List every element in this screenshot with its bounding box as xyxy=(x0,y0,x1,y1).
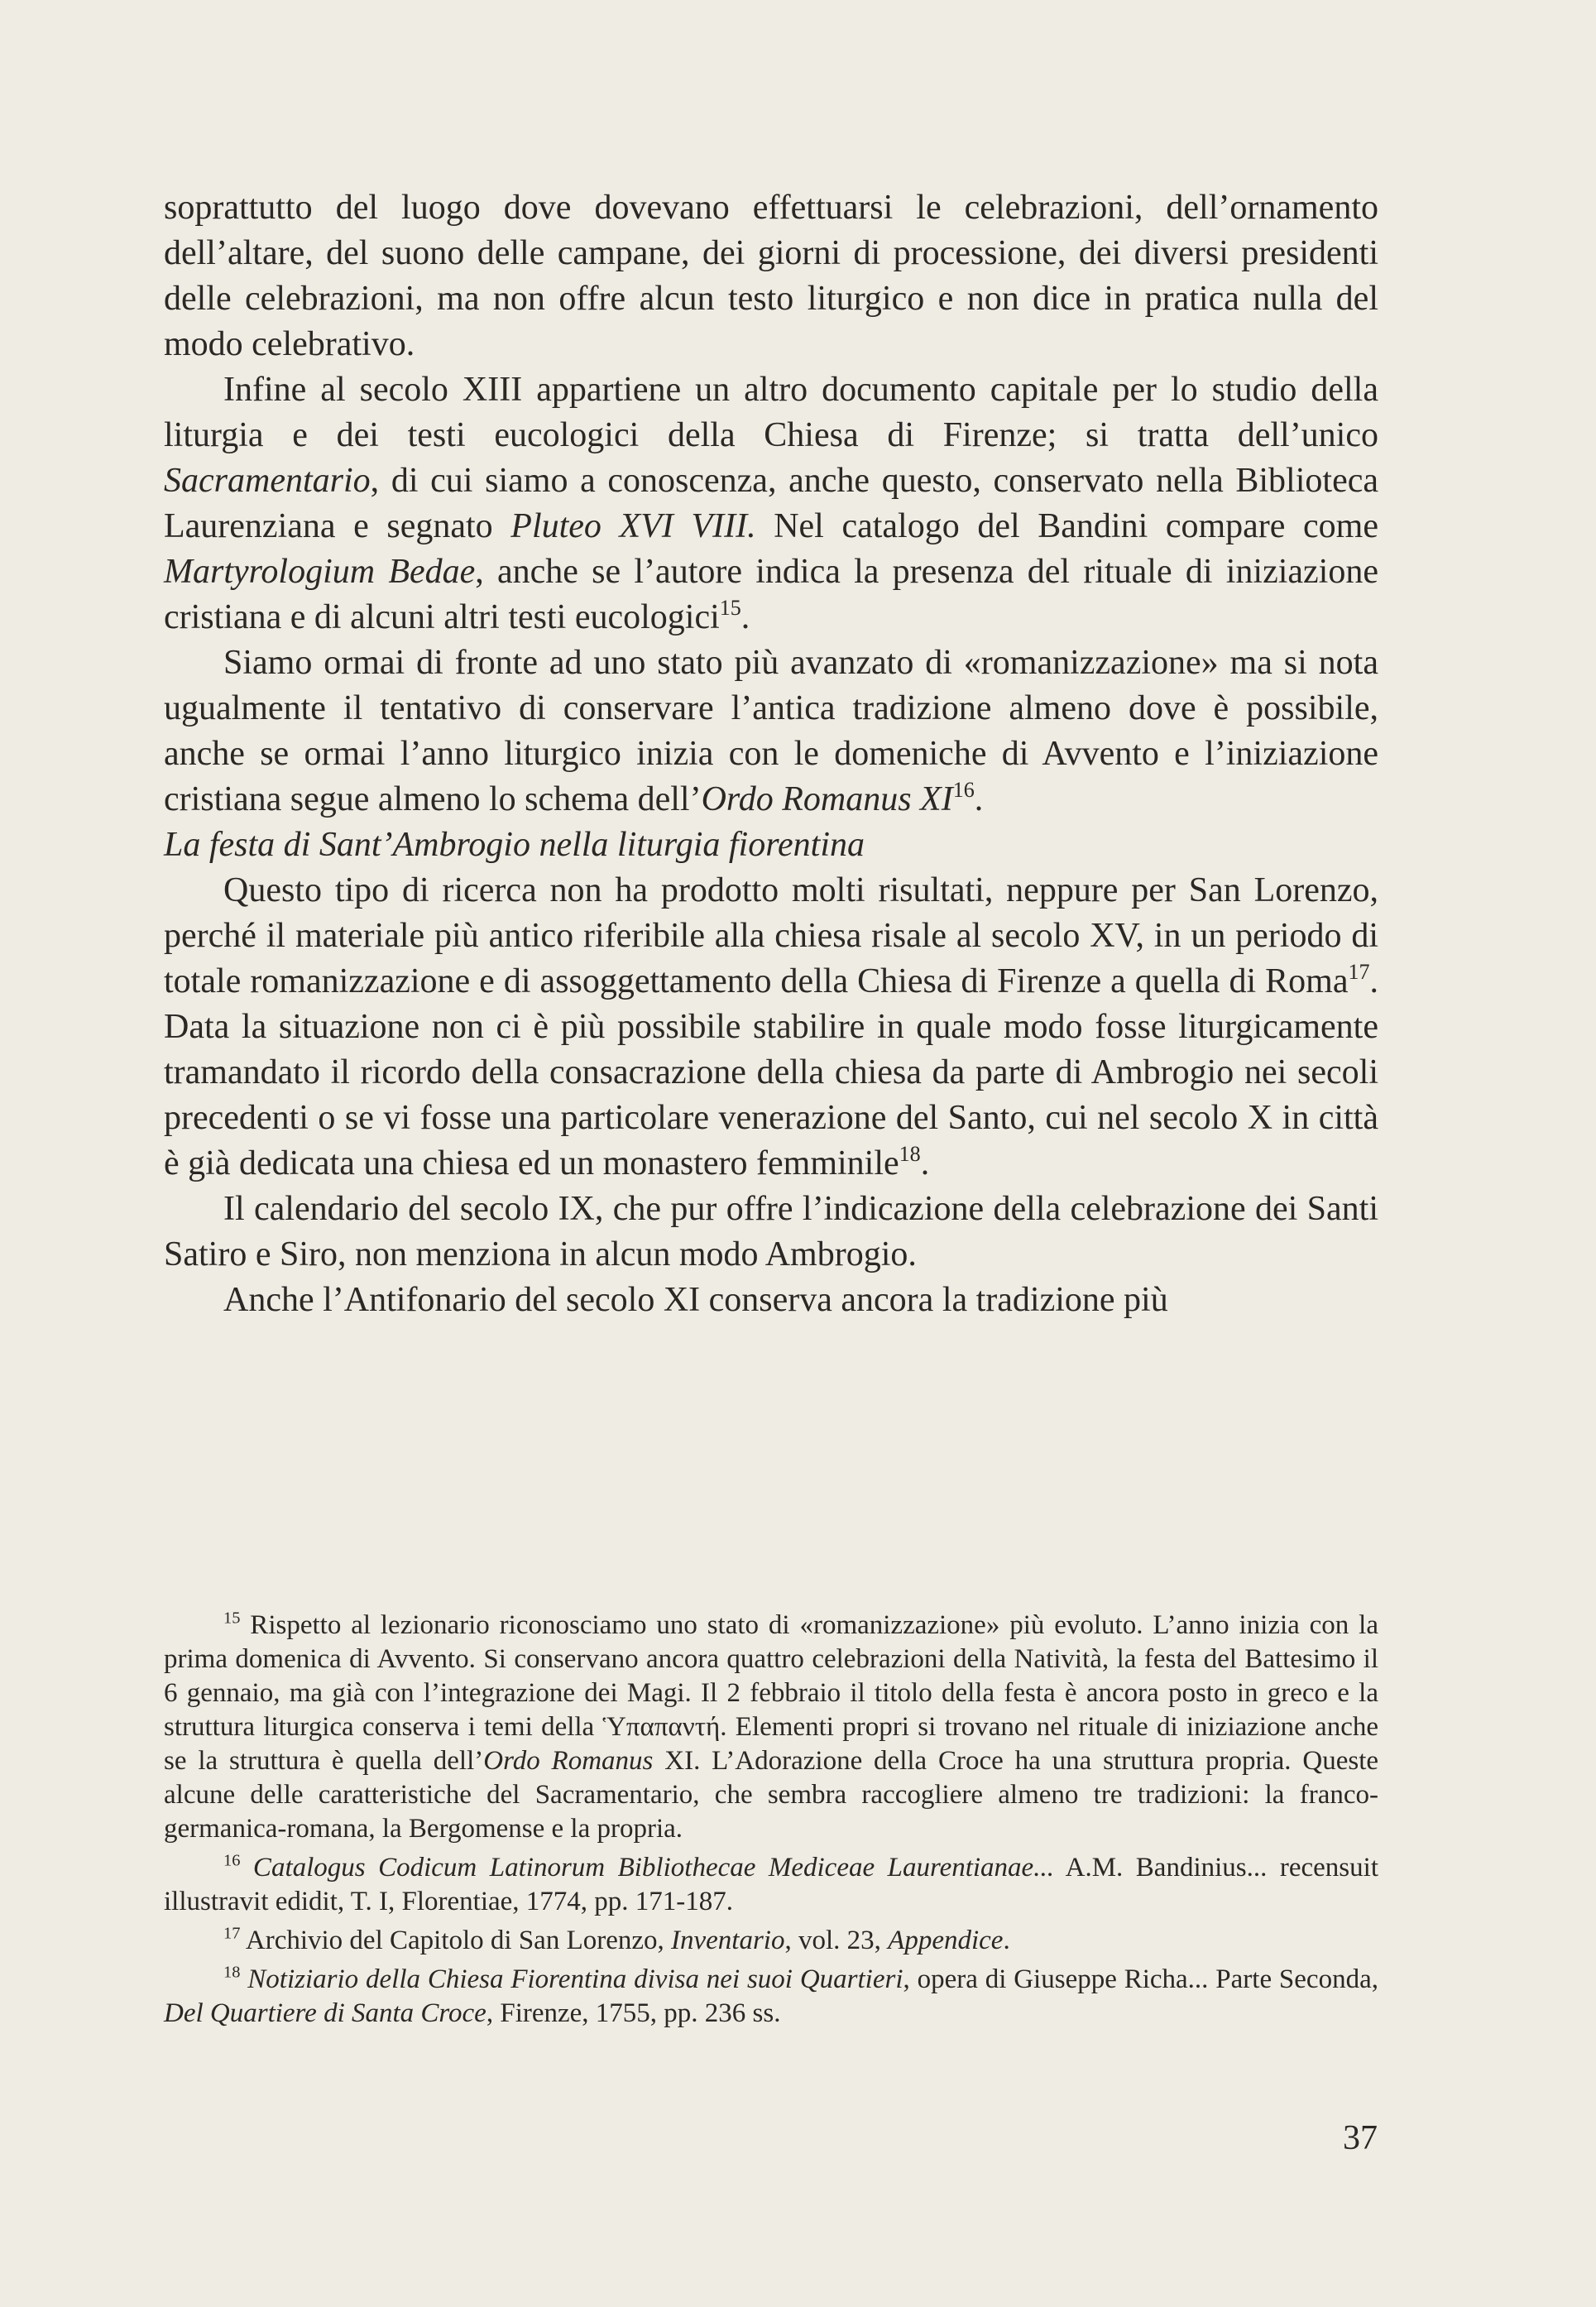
footnote-ref-17: 17 xyxy=(1348,959,1370,984)
paragraph-3: Siamo ormai di fronte ad uno stato più avanzato di «romanizzazione» ma si nota ugualmente il tentativo di conservare l’antica tradizione almeno dove è possibile, anche se ormai l’anno liturgico inizia con le domeniche di Avvento e l’iniziazione cristiana segue almeno lo schema dell’Ordo Romanus XI$^{16}$. xyxy=(164,644,1378,818)
paragraph-4: Questo tipo di ricerca non ha prodotto molti risultati, neppure per San Lorenzo, perché il materiale più antico riferibile alla chiesa risale al secolo XV, in un periodo di totale romanizzazione e di assoggettamento della Chiesa di Firenze a quella di Roma$^{17}$. Data la situazione non ci è più possibile stabilire in quale modo fosse liturgicamente tramandato il ricordo della consacrazione della chiesa da parte di Ambrogio nei secoli precedenti o se vi fosse una particolare venerazione del Santo, cui nel secolo X in città è già dedicata una chiesa ed un monastero femminile$^{18}$. xyxy=(164,871,1378,1182)
footnote-ref-15: 15 xyxy=(719,595,741,620)
main-text xyxy=(164,185,1378,1323)
section-heading: La festa di Sant’Ambrogio nella liturgia fiorentina xyxy=(164,826,865,864)
footnote-16: $^{16}$ Catalogus Codicum Latinorum Bibliothecae Mediceae Laurentianae... A.M. Bandinius... recensuit illustravit edidit, T. I, Florentiae, 1774, pp. 171-187. xyxy=(164,1851,1378,1916)
footnote-17: $^{17}$ Archivio del Capitolo di San Lorenzo, Inventario, vol. 23, Appendice. xyxy=(223,1924,1010,1955)
paragraph-5: Il calendario del secolo IX, che pur offre l’indicazione della celebrazione dei Santi Satiro e Siro, non menziona in alcun modo Ambrogio. xyxy=(164,1190,1378,1273)
paragraph-2: Infine al secolo XIII appartiene un altro documento capitale per lo studio della liturgia e dei testi eucologici della Chiesa di Firenze; si tratta dell’unico Sacramentario, di cui siamo a conoscenza, anche questo, conservato nella Biblioteca Laurenziana e segnato Pluteo XVI VIII. Nel catalogo del Bandini compare come Martyrologium Bedae, anche se l’autore indica la presenza del rituale di iniziazione cristiana e di alcuni altri testi eucologici$^{15}$. xyxy=(164,371,1378,636)
paragraph-1: soprattutto del luogo dove dovevano effettuarsi le celebrazioni, dell’ornamento dell’altare, del suono delle campane, dei giorni di processione, dei diversi presidenti delle celebrazioni, ma non offre alcun testo liturgico e non dice in pratica nulla del modo celebrativo. xyxy=(164,189,1378,363)
footnotes xyxy=(164,1609,1378,2031)
footnote-ref-18: 18 xyxy=(899,1141,921,1166)
paragraph-6: Anche l’Antifonario del secolo XI conserva ancora la tradizione più xyxy=(223,1281,1168,1319)
page-number: 37 xyxy=(1343,2119,1378,2157)
footnote-18: $^{18}$ Notiziario della Chiesa Fiorentina divisa nei suoi Quartieri, opera di Giuseppe Richa... Parte Seconda, Del Quartiere di Santa Croce, Firenze, 1755, pp. 236 ss. xyxy=(164,1963,1378,2028)
footnote-15: $^{15}$ Rispetto al lezionario riconosciamo uno stato di «romanizzazione» più evoluto. L’anno inizia con la prima domenica di Avvento. Si conservano ancora quattro celebrazioni della Natività, la festa del Battesimo il 6 gennaio, ma già con l’integrazione dei Magi. Il 2 febbraio il titolo della festa è ancora posto in greco e la struttura liturgica conserva i temi della Ὑπαπαντή. Elementi propri si trovano nel rituale di iniziazione anche se la struttura è quella dell’Ordo Romanus XI. L’Adorazione della Croce ha una struttura propria. Queste alcune delle caratteristiche del Sacramentario, che sembra raccogliere almeno tre tradizioni: la franco-germanica-romana, la Bergomense e la propria. xyxy=(164,1609,1379,1844)
footnote-ref-16: 16 xyxy=(952,777,975,802)
